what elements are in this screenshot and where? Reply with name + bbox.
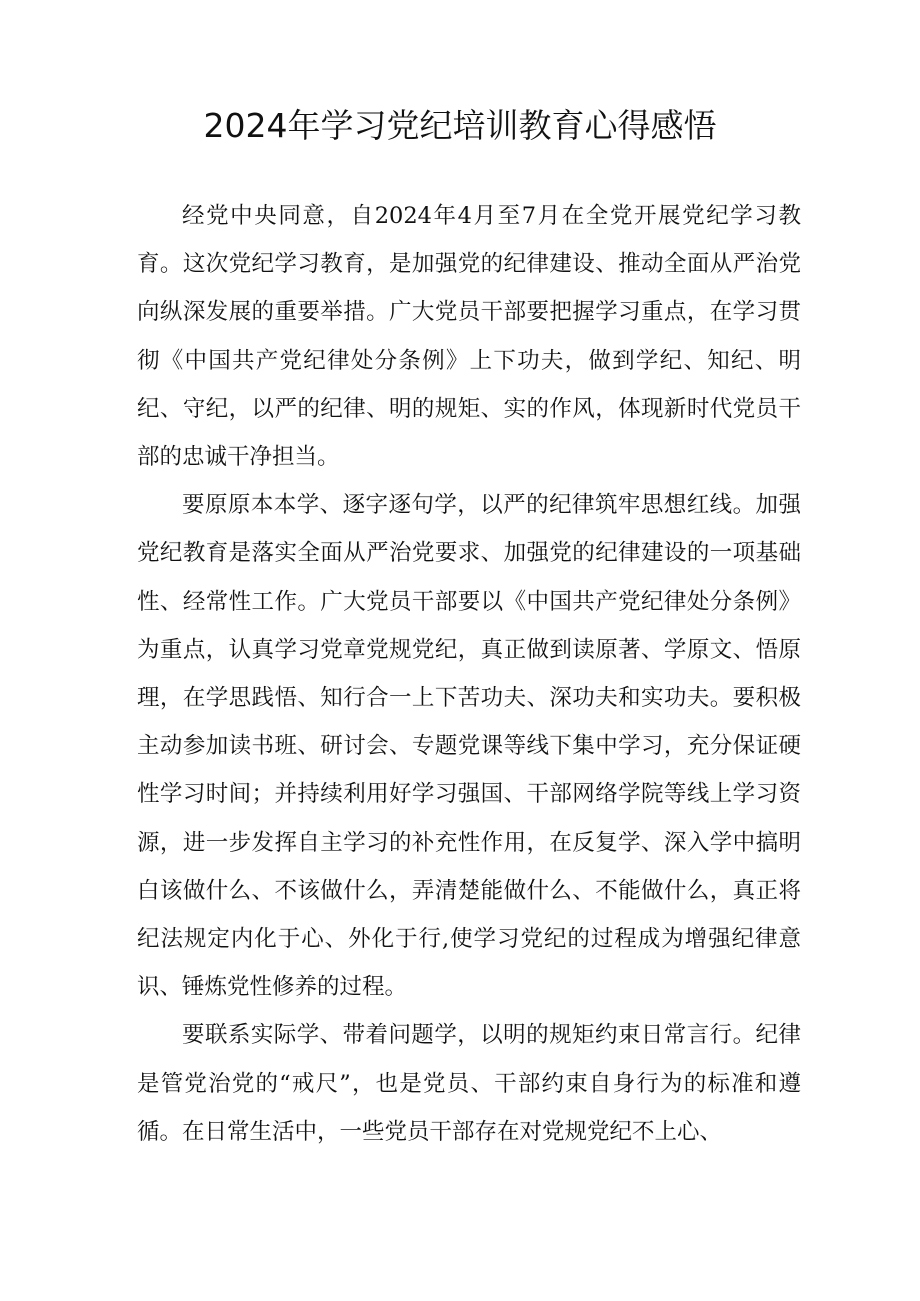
- paragraph-1: 经党中央同意，自2024年4月至7月在全党开展党纪学习教育。这次党纪学习教育，是加强党的纪律建设、推动全面从严治党向纵深发展的重要举措。广大党员干部要把握学习重点，在学习贯彻《中国共产党纪律处分条例》上下功夫，做到学纪、知纪、明纪、守纪，以严的纪律、明的规矩、实的作风，体现新时代党员干部的忠诚干净担当。: [137, 203, 801, 471]
- paragraph-2: 要原原本本学、逐字逐句学，以严的纪律筑牢思想红线。加强党纪教育是落实全面从严治党要求、加强党的纪律建设的一项基础性、经常性工作。广大党员干部要以《中国共产党纪律处分条例》为重点，认真学习党章党规党纪，真正做到读原著、学原文、悟原理，在学思践悟、知行合一上下苦功夫、深功夫和实功夫。要积极主动参加读书班、研讨会、专题党课等线下集中学习，充分保证硬性学习时间；并持续利用好学习强国、干部网络学院等线上学习资源，进一步发挥自主学习的补充性作用，在反复学、深入学中搞明白该做什么、不该做什么，弄清楚能做什么、不能做什么，真正将纪法规定内化于心、外化于行,使学习党纪的过程成为增强纪律意识、锤炼党性修养的过程。: [137, 492, 801, 1001]
- document-body: [137, 192, 801, 1156]
- document-title: 2024年学习党纪培训教育心得感悟: [203, 106, 717, 145]
- paragraph-3: 要联系实际学、带着问题学，以明的规矩约束日常言行。纪律是管党治党的“戒尺”，也是党员、干部约束自身行为的标准和遵循。在日常生活中，一些党员干部存在对党规党纪不上心、: [137, 1022, 801, 1145]
